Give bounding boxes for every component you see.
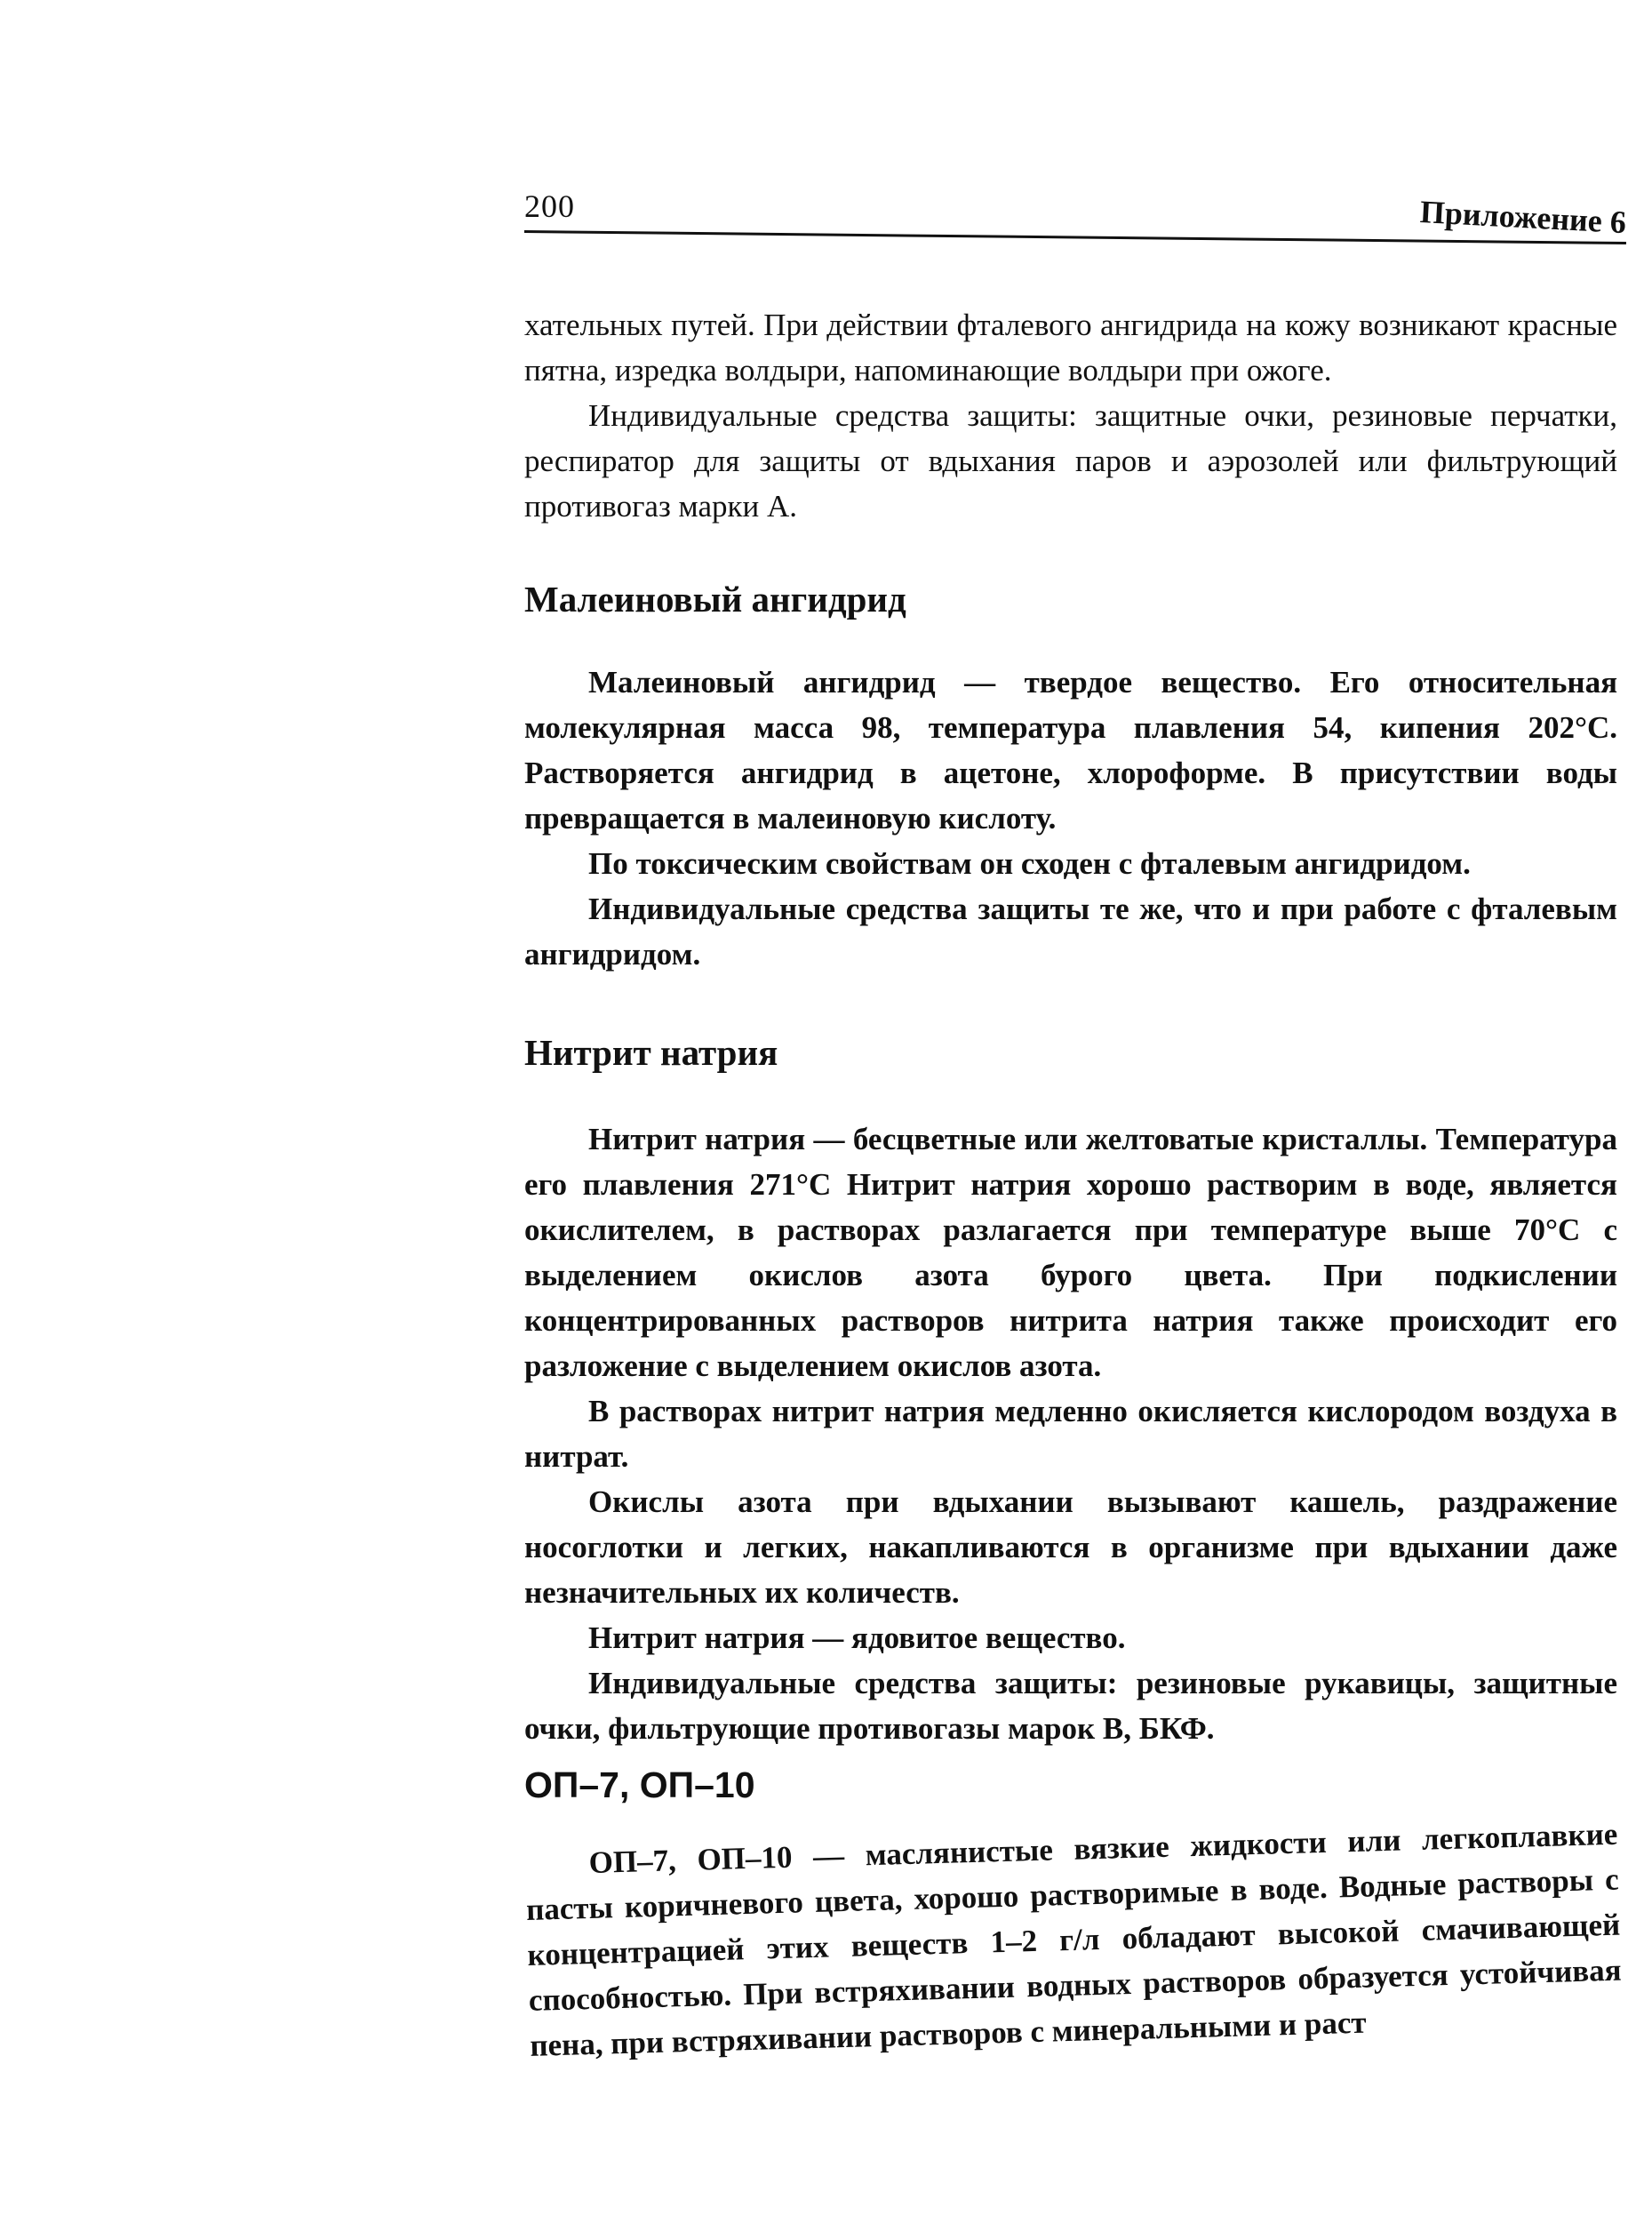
page-number: 200 [524, 188, 575, 224]
paragraph: Индивидуальные средства защиты: защитные очки, резиновые перчатки, респиратор для защиты от вдыхания паров и аэрозолей или фильтрующий противогаз марки А. [524, 398, 1617, 524]
paragraph: Малеиновый ангидрид — твердое вещество. Его относительная молекулярная масса 98, температура плавления 54, кипения 202°С. Растворяется ангидрид в ацетоне, хлороформе. В присутствии воды превращается в малеиновую кислоту. [524, 665, 1617, 836]
paragraph: Индивидуальные средства защиты: резиновые рукавицы, защитные очки, фильтрующие противогазы марок В, БКФ. [524, 1666, 1617, 1746]
section-heading-sodium-nitrite: Нитрит натрия [524, 1032, 778, 1073]
paragraph: В растворах нитрит натрия медленно окисляется кислородом воздуха в нитрат. [524, 1394, 1617, 1474]
running-title: Приложение 6 [1418, 194, 1627, 241]
paragraph: ОП–7, ОП–10 — маслянистые вязкие жидкости или легкоплавкие пасты коричневого цвета, хорошо растворимые в воде. Водные растворы с концентрацией этих веществ 1–2 г/л обладают высокой смачивающей способностью. При встряхивании водных растворов образуется устойчивая пена, при встряхивании растворов с минеральными и раст [525, 1816, 1623, 2063]
paragraph: Нитрит натрия — ядовитое вещество. [588, 1620, 1126, 1655]
continuation-text [524, 302, 1617, 529]
section-body-maleic-anhydride [524, 660, 1617, 977]
paragraph: хательных путей. При действии фталевого ангидрида на кожу возникают красные пятна, изредка волдыри, напоминающие волдыри при ожоге. [524, 308, 1617, 388]
section-heading-op7-op10: ОП–7, ОП–10 [524, 1764, 755, 1805]
paragraph: Индивидуальные средства защиты те же, что и при работе с фталевым ангидридом. [524, 892, 1617, 972]
paragraph: По токсическим свойствам он сходен с фталевым ангидридом. [588, 846, 1471, 881]
section-body-op7-op10 [524, 1812, 1624, 2068]
running-header [524, 182, 1626, 244]
section-heading-maleic-anhydride: Малеиновый ангидрид [524, 579, 906, 620]
paragraph: Нитрит натрия — бесцветные или желтоватые кристаллы. Температура его плавления 271°С Нитрит натрия хорошо растворим в воде, является окислителем, в растворах разлагается при температуре выше 70°С с выделением окислов азота бурого цвета. При подкислении концентрированных растворов нитрита натрия также происходит его разложение с выделением окислов азота. [524, 1122, 1617, 1383]
paragraph: Окислы азота при вдыхании вызывают кашель, раздражение носоглотки и легких, накапливаются в организме при вдыхании даже незначительных их количеств. [524, 1484, 1617, 1610]
section-body-sodium-nitrite [524, 1116, 1617, 1751]
